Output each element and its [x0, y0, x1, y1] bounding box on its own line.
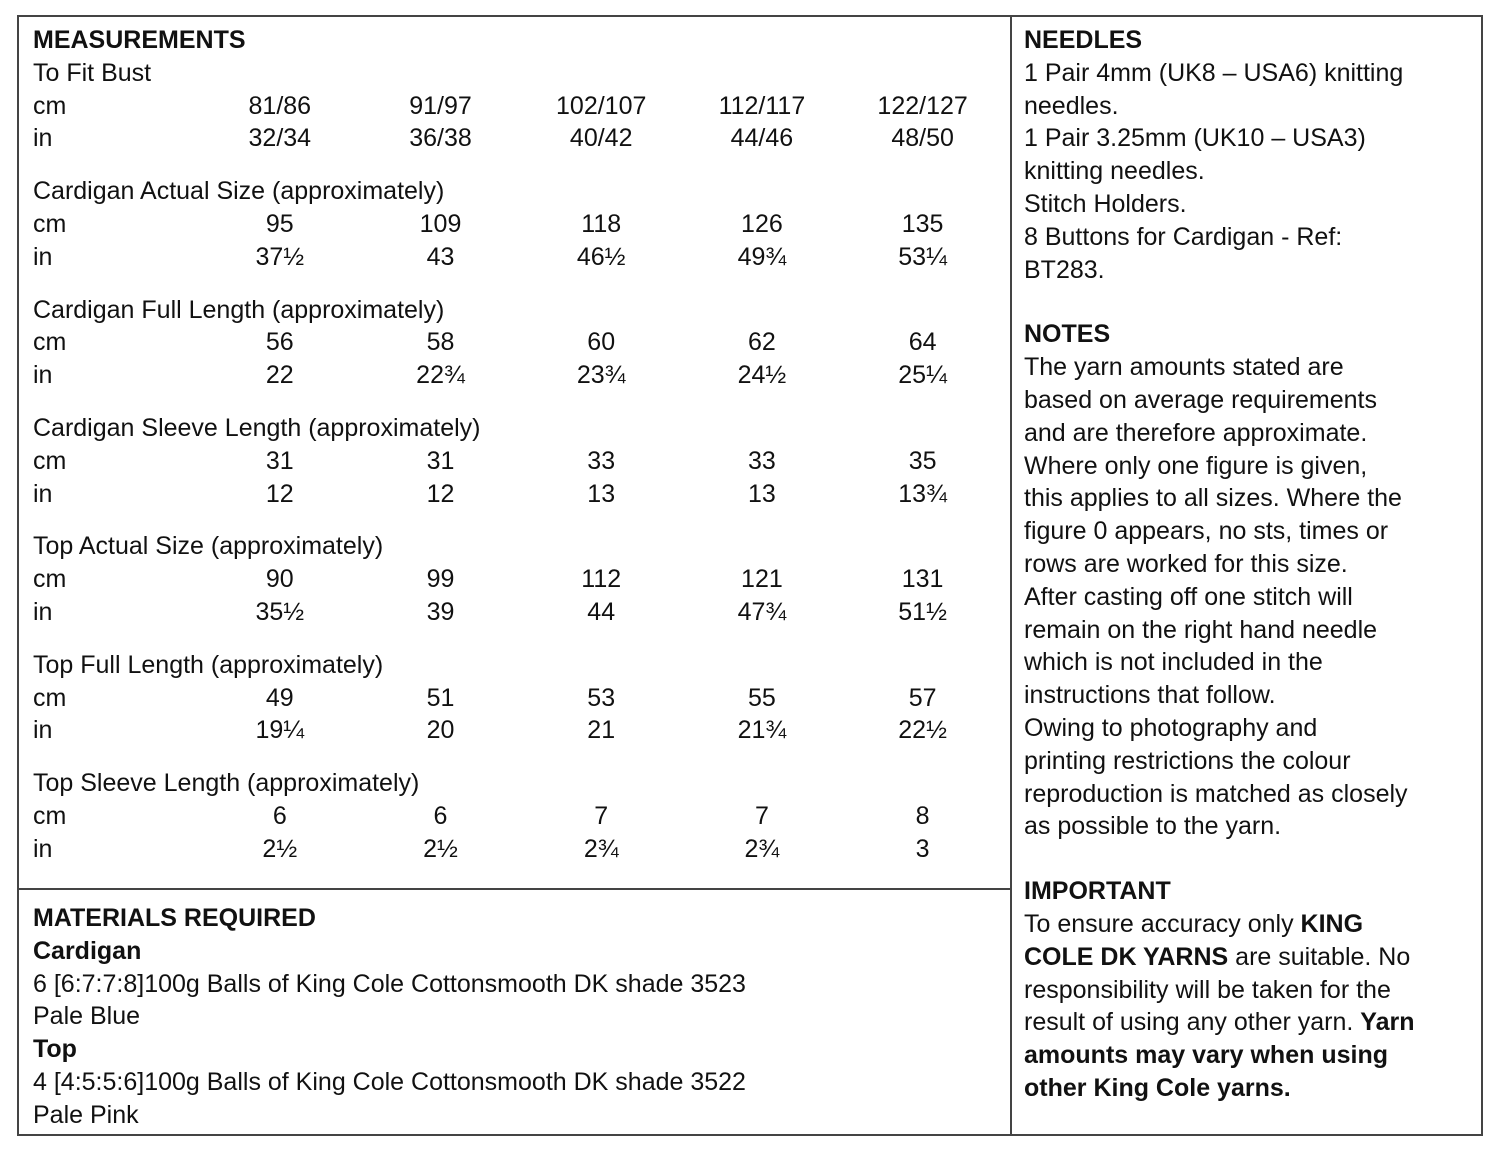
measurement-group-title: Cardigan Full Length (approximately): [33, 295, 445, 324]
unit-label: in: [33, 479, 53, 508]
right-column: [1024, 24, 1474, 1105]
top-title: Top: [33, 1035, 77, 1064]
size-value: 32/34: [248, 124, 312, 153]
size-value: 39: [426, 597, 455, 626]
bust-in-row: [33, 122, 1003, 155]
measurement-in-row: [33, 833, 1003, 866]
size-value: 7: [594, 801, 609, 830]
size-value: 57: [908, 683, 937, 712]
needles-line: 8 Buttons for Cardigan - Ref:: [1024, 222, 1343, 251]
size-value: 22½: [898, 716, 947, 745]
column-divider: [1010, 15, 1012, 1136]
size-value: 2¾: [744, 834, 780, 863]
materials-heading: MATERIALS REQUIRED: [33, 904, 316, 932]
top-yarn-line: 4 [4:5:5:6]100g Balls of King Cole Cottonsmooth DK shade 3522: [33, 1067, 746, 1096]
size-value: 44: [587, 597, 616, 626]
notes-line: which is not included in the: [1024, 648, 1323, 677]
important-text-bold: amounts may vary when using: [1024, 1041, 1388, 1070]
important-text-part: To ensure accuracy only: [1024, 909, 1301, 938]
size-value: 122/127: [877, 91, 968, 120]
measurements-section: [33, 24, 1003, 866]
measurement-cm-row: [33, 563, 1003, 596]
important-text: [1024, 908, 1474, 1105]
size-value: 21¾: [737, 716, 787, 745]
size-value: 109: [419, 209, 462, 238]
unit-label: in: [33, 361, 53, 390]
important-text-part: result of using any other yarn.: [1024, 1008, 1361, 1037]
size-value: 25¼: [898, 361, 947, 390]
unit-label: in: [33, 242, 53, 271]
size-value: 23¾: [576, 361, 626, 390]
measurement-cm-row: [33, 682, 1003, 715]
measurement-cm-row: [33, 326, 1003, 359]
size-value: 2½: [423, 834, 458, 863]
notes-line: based on average requirements: [1024, 385, 1378, 414]
notes-text: [1024, 351, 1474, 843]
size-value: 126: [741, 209, 783, 238]
notes-line: and are therefore approximate.: [1024, 418, 1368, 447]
bust-title: To Fit Bust: [33, 58, 152, 87]
size-value: 8: [915, 801, 930, 830]
unit-label: in: [33, 597, 53, 626]
size-value: 58: [426, 328, 455, 357]
size-value: 135: [901, 209, 944, 238]
needles-heading: NEEDLES: [1024, 26, 1143, 54]
notes-line: remain on the right hand needle: [1024, 615, 1378, 644]
measurement-groups: [33, 175, 1003, 865]
unit-label: in: [33, 124, 53, 153]
notes-line: this applies to all sizes. Where the: [1024, 484, 1402, 513]
size-value: 51½: [898, 597, 947, 626]
measurements-heading: MEASUREMENTS: [33, 26, 246, 54]
size-value: 22: [265, 361, 294, 390]
notes-line: reproduction is matched as closely: [1024, 779, 1408, 808]
size-value: 37½: [255, 242, 305, 271]
size-value: 6: [272, 801, 287, 830]
size-value: 53¼: [898, 242, 947, 271]
cardigan-yarn-shade: Pale Blue: [33, 1002, 141, 1031]
size-value: 121: [741, 565, 783, 594]
needles-line: BT283.: [1024, 255, 1105, 284]
size-value: 118: [581, 209, 622, 238]
size-value: 2¾: [583, 834, 619, 863]
size-value: 43: [426, 242, 455, 271]
size-value: 35½: [255, 597, 305, 626]
size-value: 51: [426, 683, 455, 712]
size-value: 2½: [262, 834, 298, 863]
size-value: 91/97: [409, 91, 472, 120]
notes-line: Where only one figure is given,: [1024, 451, 1368, 480]
size-value: 24½: [737, 361, 787, 390]
materials-section: [33, 902, 1003, 1132]
measurement-group-title: Cardigan Actual Size (approximately): [33, 177, 445, 206]
important-text-part: responsibility will be taken for the: [1024, 975, 1391, 1004]
cardigan-title: Cardigan: [33, 936, 142, 965]
needles-line: 1 Pair 4mm (UK8 – USA6) knitting: [1024, 58, 1404, 87]
size-value: 12: [426, 479, 455, 508]
unit-label: cm: [33, 446, 67, 475]
measurement-group-title: Top Sleeve Length (approximately): [33, 769, 420, 798]
size-value: 48/50: [891, 124, 954, 153]
size-value: 12: [265, 479, 294, 508]
size-value: 40/42: [569, 124, 633, 153]
size-value: 112: [581, 565, 622, 594]
measurement-group-title: Top Actual Size (approximately): [33, 532, 384, 561]
size-value: 35: [908, 446, 937, 475]
size-value: 21: [587, 716, 616, 745]
unit-label: cm: [33, 565, 67, 594]
size-value: 44/46: [730, 124, 794, 153]
unit-label: cm: [33, 91, 67, 120]
notes-line: rows are worked for this size.: [1024, 549, 1348, 578]
needles-list: [1024, 57, 1474, 287]
size-value: 31: [265, 446, 294, 475]
measurement-cm-row: [33, 445, 1003, 478]
size-value: 22¾: [416, 361, 465, 390]
important-text-bold: Yarn: [1360, 1008, 1415, 1037]
measurement-in-row: [33, 241, 1003, 274]
unit-label: cm: [33, 683, 67, 712]
size-value: 31: [426, 446, 455, 475]
needles-line: knitting needles.: [1024, 157, 1205, 186]
measurement-in-row: [33, 478, 1003, 511]
measurement-in-row: [33, 596, 1003, 629]
notes-line: instructions that follow.: [1024, 681, 1276, 710]
size-value: 49¾: [737, 242, 787, 271]
size-value: 131: [901, 565, 944, 594]
measurement-group-title: Top Full Length (approximately): [33, 650, 384, 679]
size-value: 49: [265, 683, 294, 712]
needles-line: Stitch Holders.: [1024, 189, 1187, 218]
top-yarn-shade: Pale Pink: [33, 1100, 139, 1129]
size-value: 13¾: [898, 479, 947, 508]
size-value: 33: [748, 446, 776, 475]
notes-line: as possible to the yarn.: [1024, 812, 1282, 841]
size-value: 19¼: [255, 716, 305, 745]
notes-line: The yarn amounts stated are: [1024, 353, 1344, 382]
unit-label: in: [33, 834, 53, 863]
important-text-bold: COLE DK YARNS: [1024, 942, 1229, 971]
size-value: 81/86: [248, 91, 312, 120]
bust-cm-row: [33, 90, 1003, 123]
size-value: 6: [433, 801, 448, 830]
size-value: 62: [748, 328, 776, 357]
important-text-bold: KING: [1300, 909, 1364, 938]
size-value: 55: [748, 683, 776, 712]
size-value: 102/107: [556, 91, 647, 120]
important-text-bold: other King Cole yarns.: [1024, 1073, 1291, 1102]
size-value: 3: [915, 834, 930, 863]
section-divider: [17, 888, 1011, 890]
size-value: 95: [265, 209, 294, 238]
measurement-cm-row: [33, 208, 1003, 241]
needles-line: 1 Pair 3.25mm (UK10 – USA3): [1024, 124, 1366, 153]
size-value: 36/38: [409, 124, 472, 153]
notes-heading: NOTES: [1024, 320, 1111, 349]
size-value: 56: [265, 328, 294, 357]
measurement-group-title: Cardigan Sleeve Length (approximately): [33, 413, 481, 442]
notes-line: After casting off one stitch will: [1024, 582, 1353, 611]
size-value: 13: [587, 479, 616, 508]
important-text-part: are suitable. No: [1228, 942, 1411, 971]
size-value: 112/117: [718, 91, 806, 120]
notes-line: figure 0 appears, no sts, times or: [1024, 517, 1389, 546]
size-value: 60: [587, 328, 616, 357]
size-value: 47¾: [737, 597, 787, 626]
size-value: 53: [587, 683, 616, 712]
size-value: 7: [754, 801, 769, 830]
unit-label: cm: [33, 801, 67, 830]
notes-line: printing restrictions the colour: [1024, 746, 1351, 775]
cardigan-yarn-line: 6 [6:7:7:8]100g Balls of King Cole Cottonsmooth DK shade 3523: [33, 969, 746, 998]
needles-line: needles.: [1024, 91, 1119, 120]
size-value: 90: [265, 565, 294, 594]
measurement-in-row: [33, 359, 1003, 392]
unit-label: cm: [33, 328, 67, 357]
unit-label: cm: [33, 209, 67, 238]
notes-line: Owing to photography and: [1024, 713, 1318, 742]
size-value: 20: [426, 716, 455, 745]
size-value: 33: [587, 446, 616, 475]
size-value: 46½: [576, 242, 626, 271]
size-value: 64: [908, 328, 937, 357]
important-heading: IMPORTANT: [1024, 877, 1171, 906]
unit-label: in: [33, 716, 53, 745]
size-value: 99: [426, 565, 455, 594]
size-value: 13: [748, 479, 776, 508]
measurement-cm-row: [33, 800, 1003, 833]
measurement-in-row: [33, 714, 1003, 747]
